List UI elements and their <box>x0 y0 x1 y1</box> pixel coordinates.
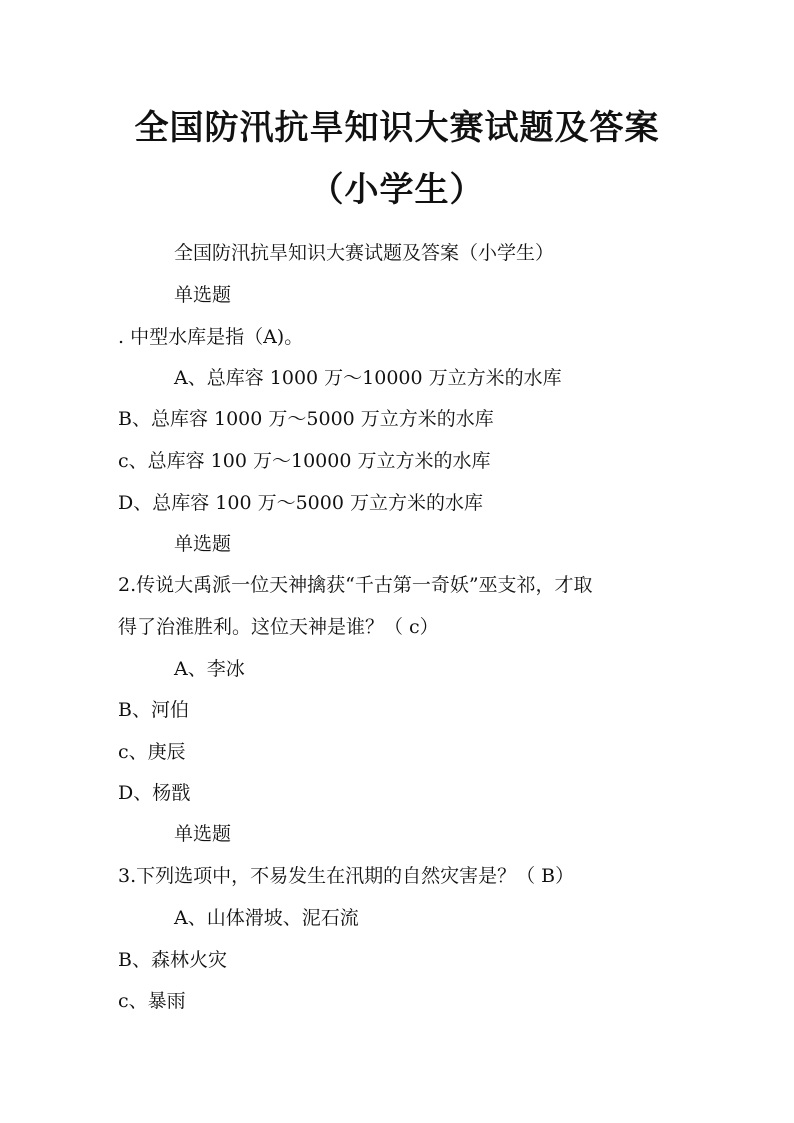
document-title-audience: （小学生） <box>309 170 485 210</box>
section-label: 单选题 <box>174 533 232 555</box>
question-3: 3.下列选项中，不易发生在汛期的自然灾害是？（ B） <box>118 865 575 887</box>
q2-option-b: B、河伯 <box>118 699 189 721</box>
question-2-line-2: 得了治淮胜利。这位天神是谁？（ c） <box>118 616 439 638</box>
question-2-line-1: 2.传说大禹派一位天神擒获“千古第一奇妖”巫支祁，才取 <box>118 574 593 596</box>
q3-option-c: c、暴雨 <box>118 990 186 1012</box>
q2-option-c: c、庚辰 <box>118 741 186 763</box>
document-subtitle: 全国防汛抗旱知识大赛试题及答案（小学生） <box>174 242 555 264</box>
section-label: 单选题 <box>174 823 232 845</box>
q2-option-a: A、李冰 <box>174 658 245 680</box>
q1-option-c: c、总库容 100 万～10000 万立方米的水库 <box>118 450 491 472</box>
question-1: . 中型水库是指（A)。 <box>118 326 304 348</box>
q1-option-a: A、总库容 1000 万～10000 万立方米的水库 <box>174 367 562 389</box>
q2-option-d: D、杨戬 <box>118 782 191 804</box>
q3-option-b: B、森林火灾 <box>118 949 227 971</box>
document-title: 全国防汛抗旱知识大赛试题及答案 <box>134 108 660 148</box>
q1-option-b: B、总库容 1000 万～5000 万立方米的水库 <box>118 408 494 430</box>
q1-option-d: D、总库容 100 万～5000 万立方米的水库 <box>118 492 483 514</box>
q3-option-a: A、山体滑坡、泥石流 <box>174 907 359 929</box>
section-label: 单选题 <box>174 284 232 306</box>
